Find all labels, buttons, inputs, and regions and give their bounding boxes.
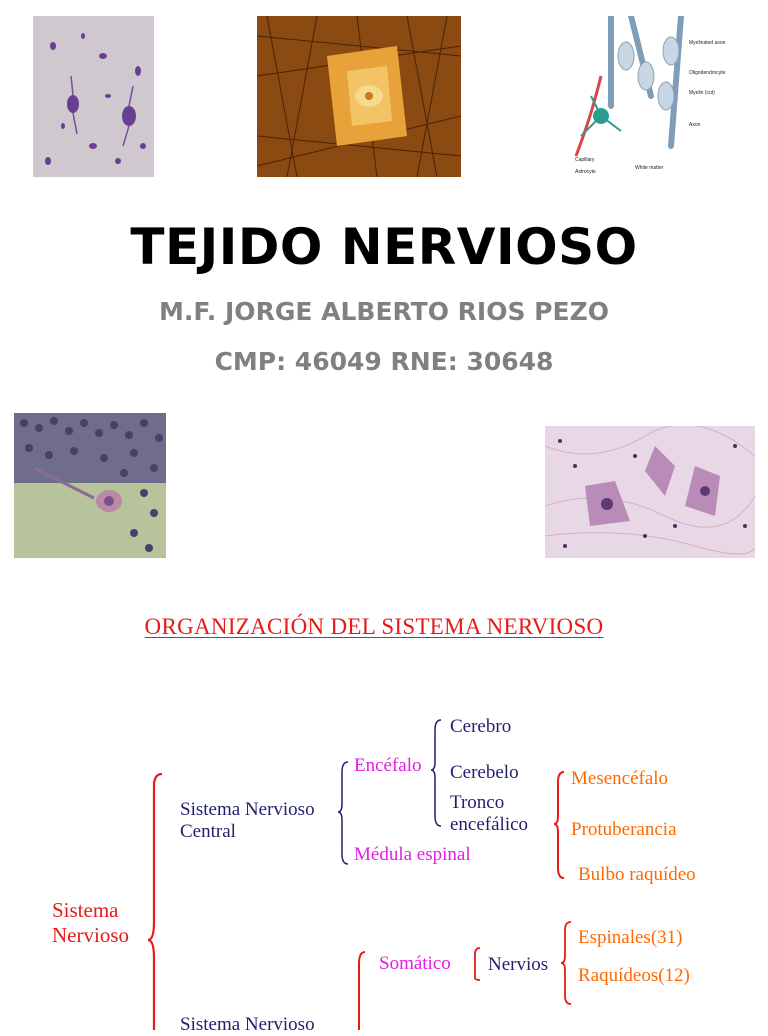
motor-neuron-histology-image [545, 426, 755, 558]
neuron-violet-micrograph [33, 16, 154, 177]
organization-title: ORGANIZACIÓN DEL SISTEMA NERVIOSO [144, 614, 604, 639]
nervios-brace [560, 920, 574, 1006]
bulbo-raquideo-label: Bulbo raquídeo [578, 864, 696, 885]
registry-numbers: CMP: 46049 RNE: 30648 [214, 347, 554, 376]
axon-label: Axon [689, 122, 701, 128]
encefalo-label: Encéfalo [354, 755, 422, 776]
snc-label-line1: Sistema Nervioso [180, 799, 315, 820]
espinales-label: Espinales(31) [578, 927, 683, 948]
oligodendrocyte-label: Oligodendrocyte [689, 70, 726, 76]
somatico-label: Somático [379, 953, 451, 974]
root-label [52, 898, 129, 948]
snp-brace [352, 950, 368, 1030]
slide-title: TEJIDO NERVIOSO [130, 218, 638, 276]
root-label-line2: Nervioso [52, 923, 129, 947]
cerebellum-histology-image [14, 413, 166, 558]
medula-espinal-label: Médula espinal [354, 844, 471, 865]
root-label-line1: Sistema [52, 898, 119, 922]
snc-label [180, 799, 315, 843]
raquideos-label: Raquídeos(12) [578, 965, 690, 986]
capillary-label: Capillary [575, 157, 595, 163]
snc-label-line2: Central [180, 821, 236, 842]
mesencefalo-label: Mesencéfalo [571, 768, 669, 789]
cerebro-label: Cerebro [450, 716, 512, 737]
root-brace [146, 772, 166, 1032]
tronco-label-line1: Tronco [450, 792, 505, 813]
myelin-cut-label: Myelin (cut) [689, 90, 715, 96]
astrocyte-label: Astrocyte [575, 169, 596, 175]
tronco-brace [553, 770, 567, 880]
protuberancia-label: Protuberancia [571, 819, 677, 840]
nervios-label: Nervios [488, 954, 549, 975]
author-name: M.F. JORGE ALBERTO RIOS PEZO [159, 297, 609, 326]
tronco-encefalico-label [450, 792, 528, 836]
snp-label: Sistema Nervioso [180, 1014, 315, 1035]
tronco-label-line2: encefálico [450, 814, 529, 835]
silver-stained-neuron-image [257, 16, 461, 177]
white-matter-label: White matter [635, 165, 664, 171]
encefalo-brace [430, 718, 444, 828]
myelinated-axon-label: Myelinated axon [689, 40, 726, 46]
somatico-brace [470, 946, 482, 982]
snc-brace [336, 760, 352, 866]
cerebelo-label: Cerebelo [450, 762, 519, 783]
white-matter-diagram [571, 16, 731, 177]
